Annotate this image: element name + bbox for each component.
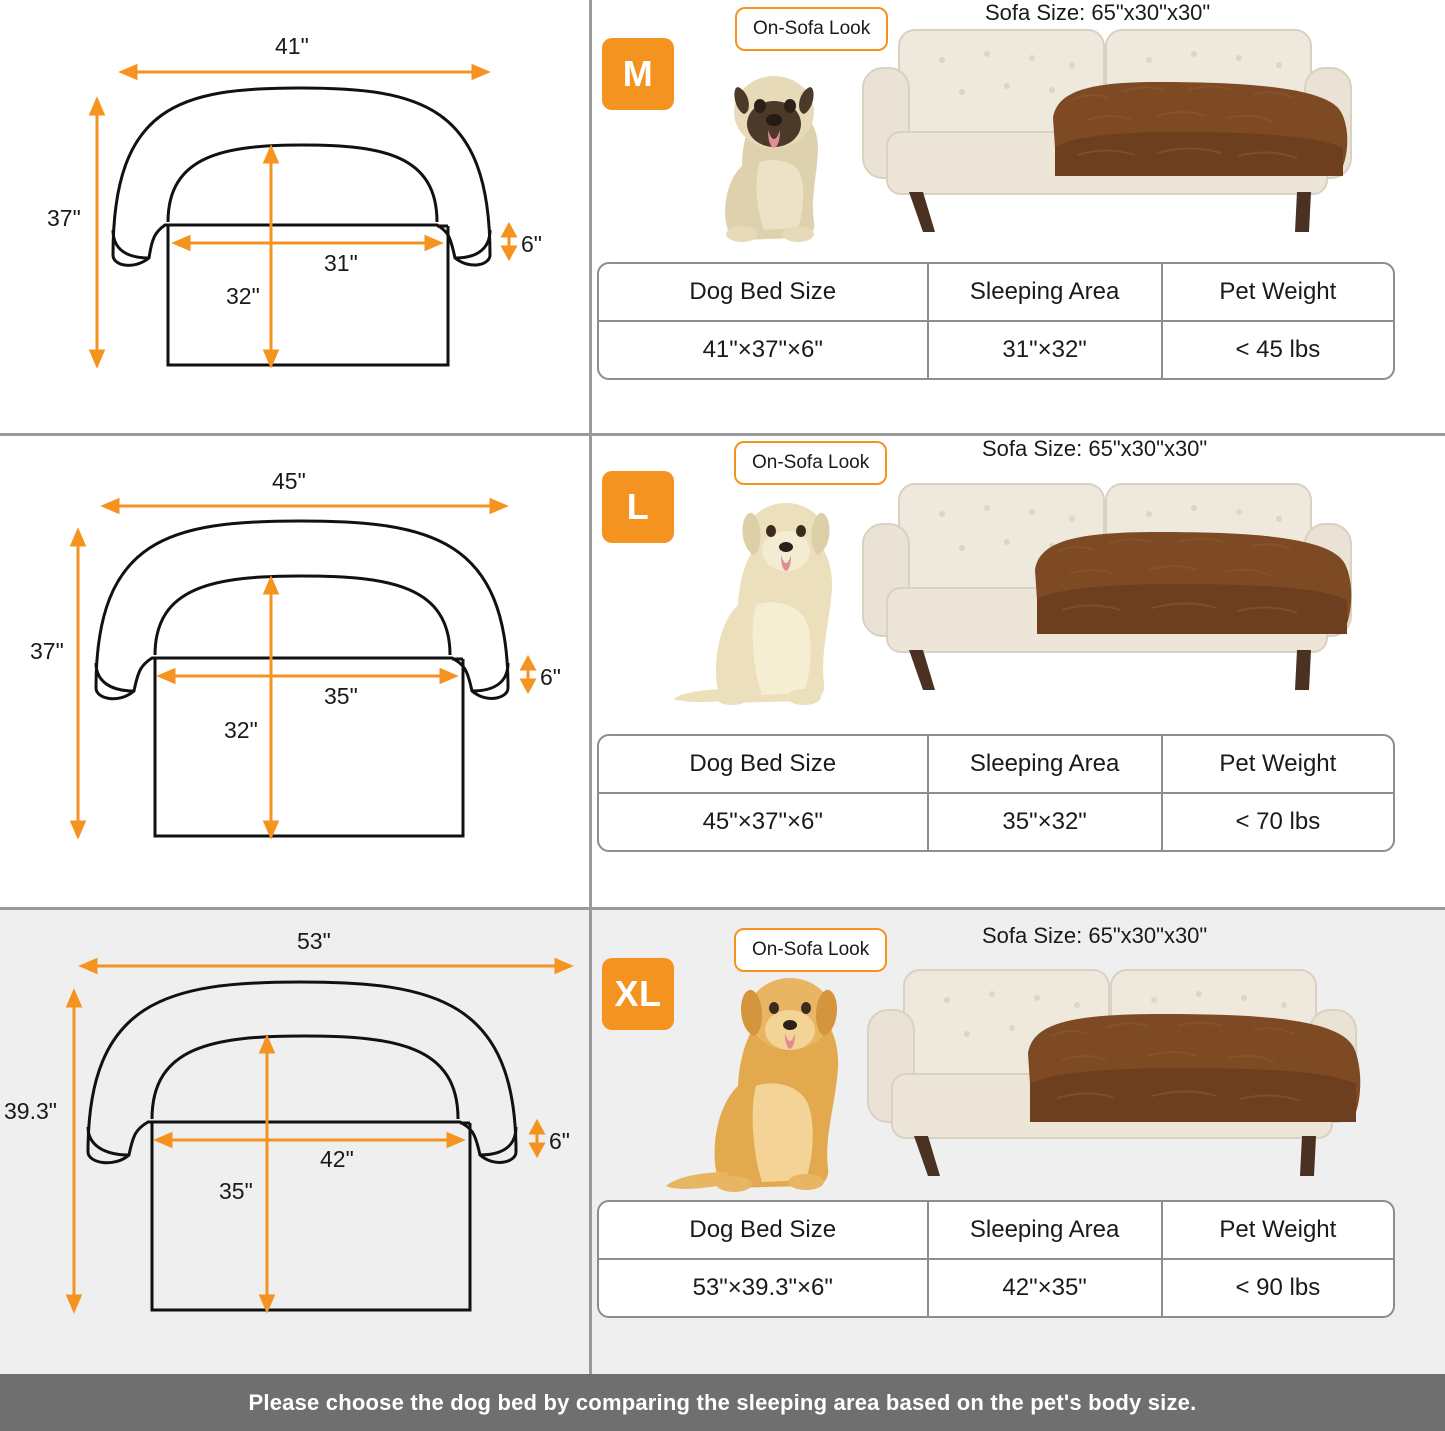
on-sofa-look-pill-l: On-Sofa Look — [734, 441, 887, 485]
header-bed-size: Dog Bed Size — [599, 1202, 929, 1258]
value-sleeping-area-m: 31"×32" — [929, 322, 1163, 378]
dim-depth-xl: 39.3" — [4, 1098, 57, 1124]
dog-illustration-golden-retriever — [664, 968, 864, 1198]
product-panel-l — [592, 436, 1445, 907]
sofa-illustration-l — [857, 474, 1397, 704]
value-bed-size-l: 45"×37"×6" — [599, 794, 929, 850]
size-badge-m: M — [602, 38, 674, 110]
bed-diagram-panel-m — [0, 0, 592, 433]
header-pet-weight: Pet Weight — [1219, 750, 1337, 777]
dim-sleep-width-l: 35" — [324, 683, 358, 709]
size-badge-xl: XL — [602, 958, 674, 1030]
bed-drawing-l — [0, 436, 589, 907]
value-pet-weight-m: < 45 lbs — [1235, 336, 1321, 363]
sofa-illustration-xl — [862, 960, 1402, 1190]
bed-drawing-m — [0, 0, 589, 433]
sofa-size-label-l: Sofa Size: 65"x30"x30" — [982, 436, 1208, 461]
size-row-m — [0, 0, 1445, 436]
value-sleeping-area-xl: 42"×35" — [929, 1260, 1163, 1316]
header-bed-size: Dog Bed Size — [599, 264, 929, 320]
dim-depth-l: 37" — [30, 638, 64, 664]
dim-thickness-xl: 6" — [549, 1128, 570, 1154]
on-sofa-look-pill-m: On-Sofa Look — [735, 7, 888, 51]
value-pet-weight-xl: < 90 lbs — [1235, 1274, 1321, 1301]
dim-width-m: 41" — [275, 33, 309, 59]
bed-diagram-panel-l — [0, 436, 592, 907]
dim-sleep-depth-m: 32" — [226, 283, 260, 309]
size-row-l — [0, 436, 1445, 910]
dog-illustration-pug — [702, 62, 842, 242]
dim-sleep-depth-xl: 35" — [219, 1178, 253, 1204]
spec-value-row-xl — [599, 1260, 1393, 1316]
sofa-illustration-m — [857, 20, 1397, 245]
dim-width-xl: 53" — [297, 928, 331, 954]
dim-width-l: 45" — [272, 468, 306, 494]
dim-depth-m: 37" — [47, 205, 81, 231]
value-sleeping-area-l: 35"×32" — [929, 794, 1163, 850]
sofa-size-label-xl: Sofa Size: 65"x30"x30" — [982, 923, 1208, 948]
header-sleeping-area: Sleeping Area — [929, 264, 1163, 320]
header-bed-size: Dog Bed Size — [599, 736, 929, 792]
value-bed-size-xl: 53"×39.3"×6" — [599, 1260, 929, 1316]
footer-note: Please choose the dog bed by comparing the sleeping area based on the pet's body size. — [0, 1374, 1445, 1431]
bed-diagram-panel-xl — [0, 910, 592, 1374]
header-sleeping-area: Sleeping Area — [929, 736, 1163, 792]
sofa-size-label-m: Sofa Size: 65"x30"x30" — [985, 0, 1211, 25]
spec-table-xl — [597, 1200, 1395, 1318]
product-panel-m — [592, 0, 1445, 433]
dog-illustration-labrador — [670, 493, 860, 708]
bed-drawing-xl — [0, 910, 589, 1374]
spec-table-m — [597, 262, 1395, 380]
spec-value-row-l — [599, 794, 1393, 850]
spec-header-row-xl — [599, 1202, 1393, 1260]
value-bed-size-m: 41"×37"×6" — [599, 322, 929, 378]
size-row-xl — [0, 910, 1445, 1374]
on-sofa-look-pill-xl: On-Sofa Look — [734, 928, 887, 972]
spec-table-l — [597, 734, 1395, 852]
dim-thickness-l: 6" — [540, 664, 561, 690]
product-panel-xl — [592, 910, 1445, 1374]
spec-value-row-m — [599, 322, 1393, 378]
header-pet-weight: Pet Weight — [1219, 278, 1337, 305]
dim-thickness-m: 6" — [521, 231, 542, 257]
value-pet-weight-l: < 70 lbs — [1235, 808, 1321, 835]
spec-header-row-m — [599, 264, 1393, 322]
dim-sleep-width-xl: 42" — [320, 1146, 354, 1172]
size-badge-l: L — [602, 471, 674, 543]
dim-sleep-width-m: 31" — [324, 250, 358, 276]
header-sleeping-area: Sleeping Area — [929, 1202, 1163, 1258]
header-pet-weight: Pet Weight — [1219, 1216, 1337, 1243]
spec-header-row-l — [599, 736, 1393, 794]
dim-sleep-depth-l: 32" — [224, 717, 258, 743]
